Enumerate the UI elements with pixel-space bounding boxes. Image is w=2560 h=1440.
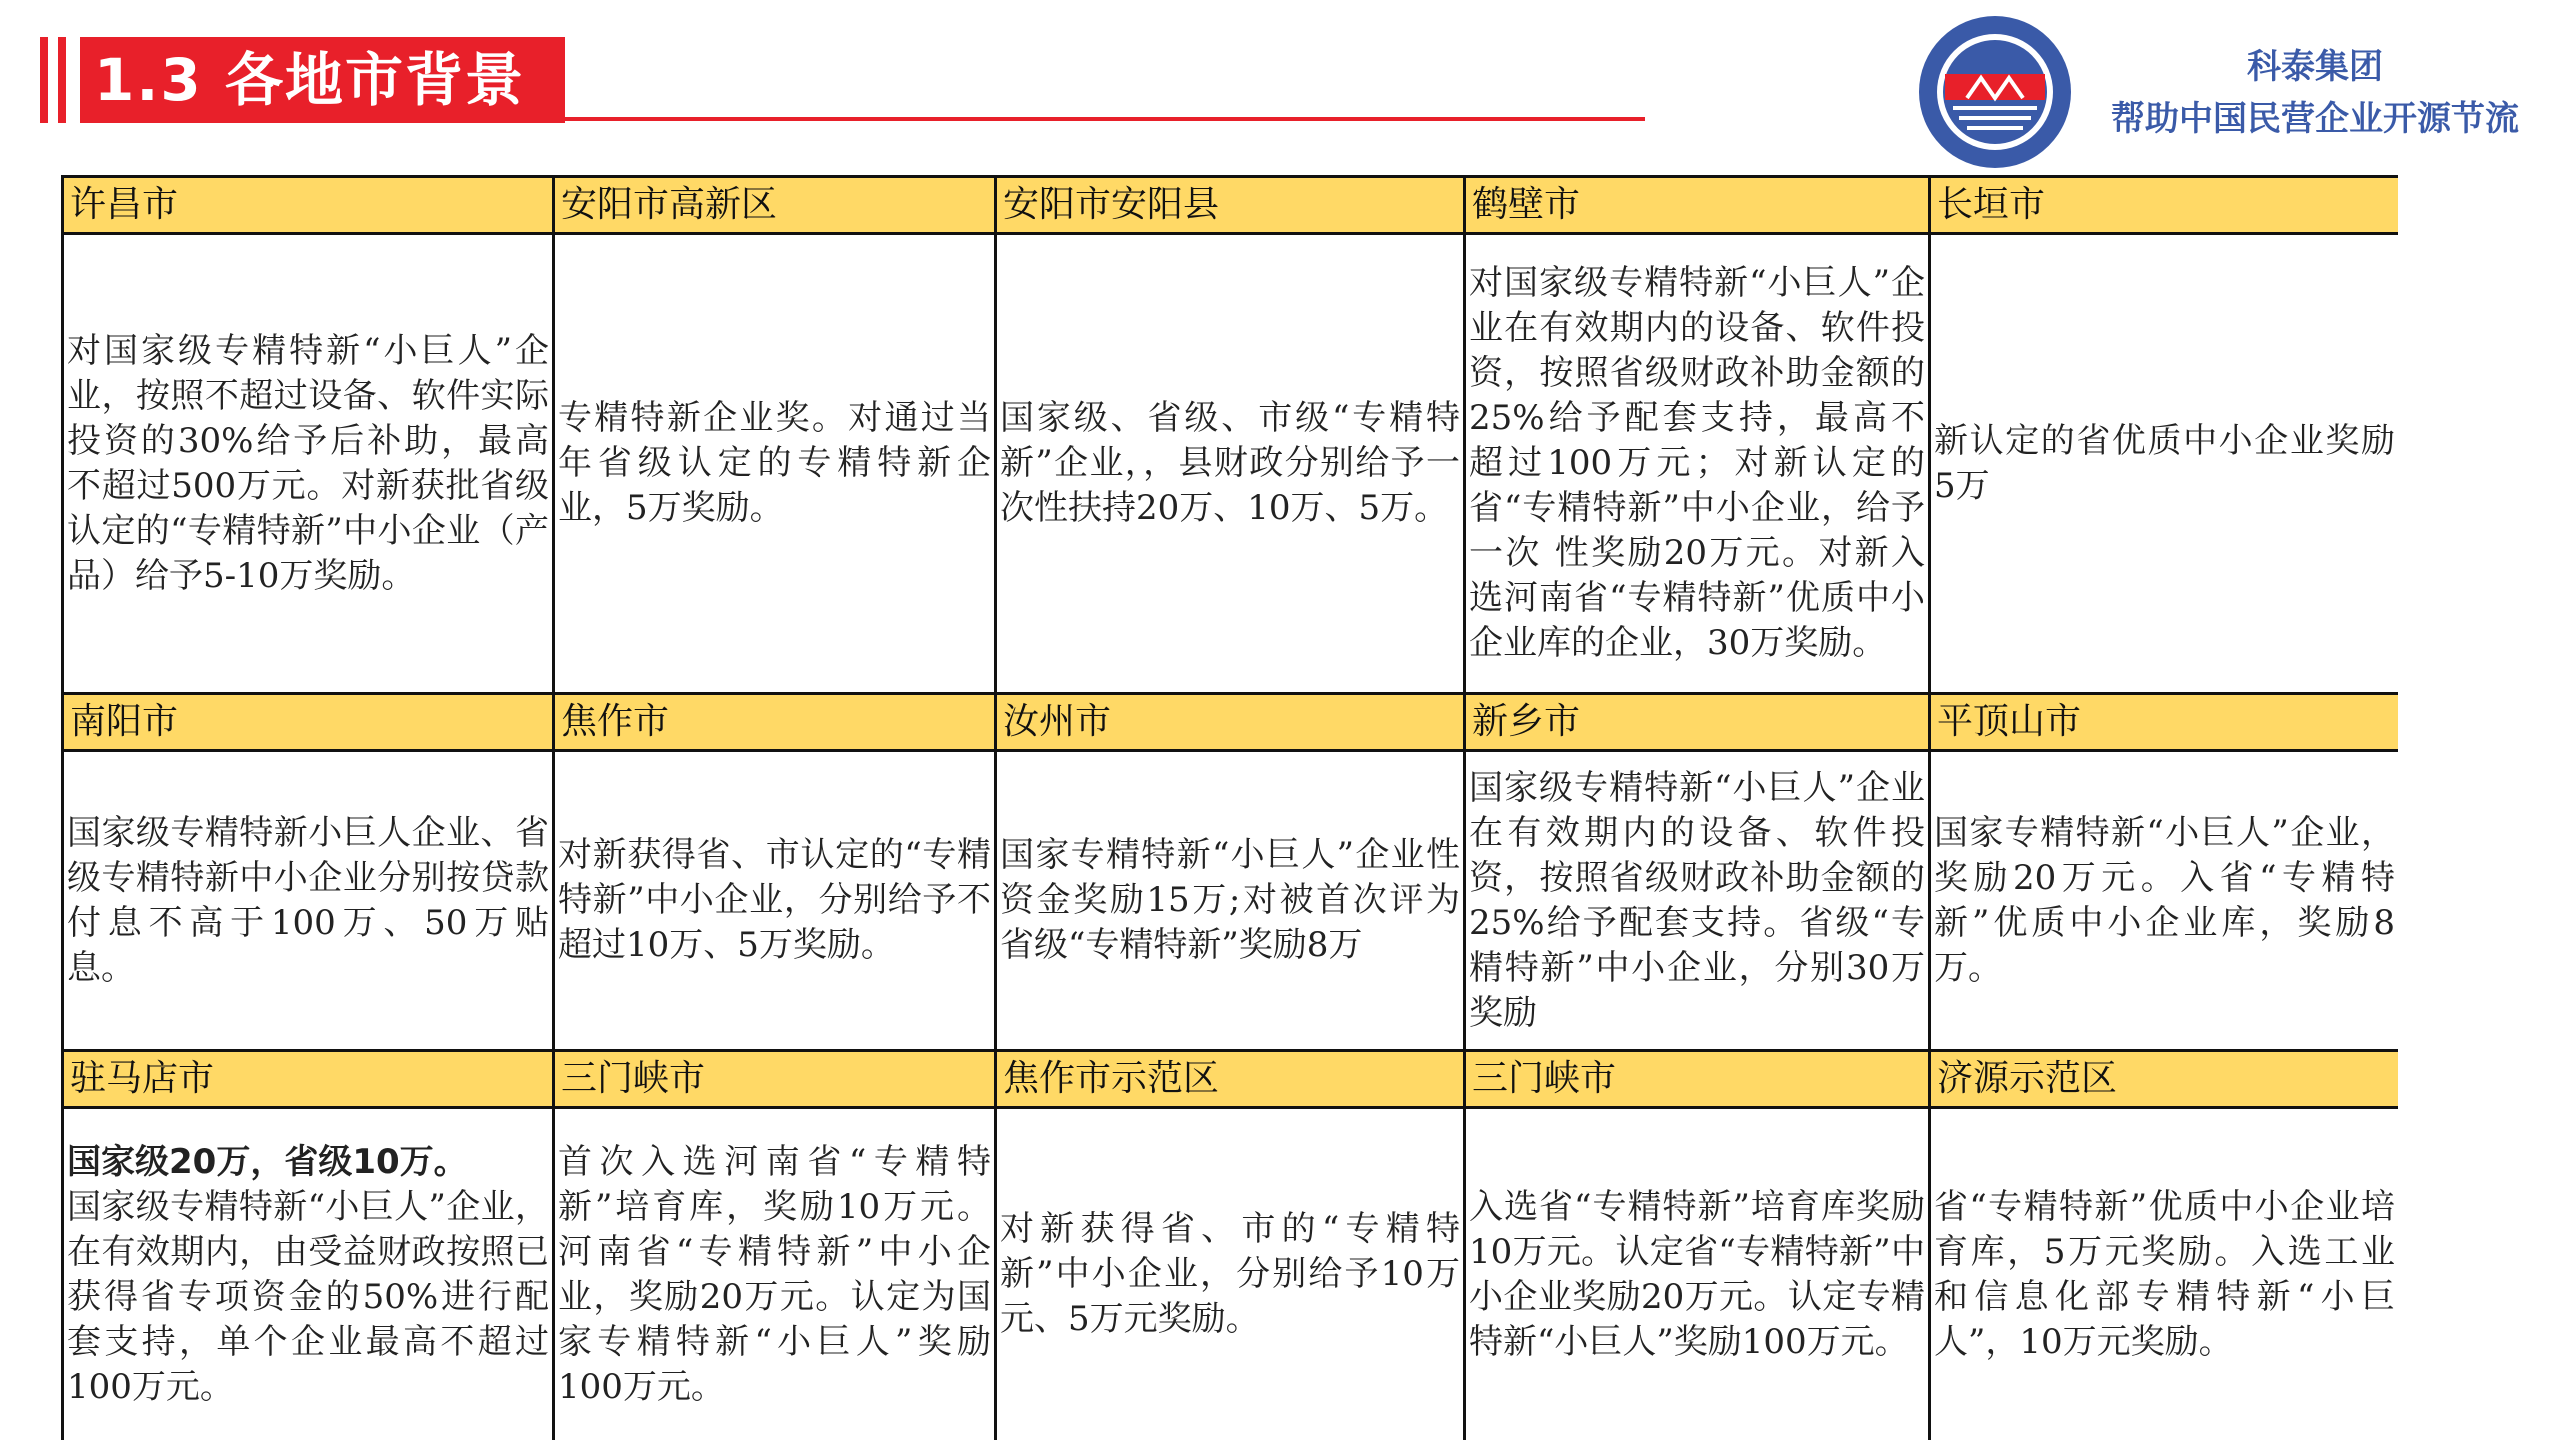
table-cell — [1931, 752, 2398, 1052]
table-cell — [64, 1109, 555, 1440]
table-header-cell: 焦作市 — [555, 695, 997, 752]
table-cell — [997, 1109, 1466, 1440]
accent-bar-right — [58, 37, 66, 123]
cell-text — [67, 1140, 549, 1410]
cell-text: 对新获得省、市认定的“专精特新”中小企业，分别给予不超过10万、5万奖励。 — [558, 835, 991, 965]
cell-text: 新认定的省优质中小企业奖励5万 — [1934, 420, 2395, 506]
table-header-cell: 南阳市 — [64, 695, 555, 752]
cell-text: 首次入选河南省“专精特新”培育库，奖励10万元。河南省“专精特新”中小企业，奖励20万元。认定为国家专精特新“小巨人”奖励100万元。 — [558, 1141, 991, 1407]
table-header-cell: 济源示范区 — [1931, 1052, 2398, 1109]
page-title: 1.3 各地市背景 — [80, 37, 565, 123]
table-header-cell: 许昌市 — [64, 178, 555, 235]
table-cell — [555, 235, 997, 695]
table-cell — [997, 235, 1466, 695]
cell-text: 国家专精特新“小巨人”企业，奖励20万元。入省“专精特新”优质中小企业库，奖励8万。 — [1934, 812, 2395, 988]
table-header-cell: 驻马店市 — [64, 1052, 555, 1109]
brand-block — [2080, 45, 2550, 149]
table-header-cell: 长垣市 — [1931, 178, 2398, 235]
cell-text: 对新获得省、市的“专精特新”中小企业，分别给予10万元、5万元奖励。 — [1000, 1209, 1460, 1339]
cell-text: 国家级专精特新“小巨人”企业在有效期内的设备、软件投资，按照省级财政补助金额的25%给予配套支持。省级“专精特新”中小企业，分别30万奖励 — [1469, 767, 1925, 1033]
company-name: 科泰集团 — [2247, 47, 2383, 87]
table-cell — [64, 752, 555, 1052]
cell-text: 国家专精特新“小巨人”企业性资金奖励15万;对被首次评为省级“专精特新”奖励8万 — [1000, 835, 1460, 965]
cell-text-bold: 国家级20万，省级10万。 — [67, 1141, 468, 1182]
table-header-cell: 三门峡市 — [1466, 1052, 1931, 1109]
table-header-cell: 焦作市示范区 — [997, 1052, 1466, 1109]
table-header-cell: 汝州市 — [997, 695, 1466, 752]
table-cell — [997, 752, 1466, 1052]
accent-bar-left — [40, 37, 48, 123]
cell-text-body: 国家级专精特新“小巨人”企业，在有效期内，由受益财政按照已获得省专项资金的50%进行配套支持，单个企业最高不超过100万元。 — [67, 1186, 549, 1407]
table-cell — [1466, 752, 1931, 1052]
cell-text: 专精特新企业奖。对通过当年省级认定的专精特新企业，5万奖励。 — [558, 398, 991, 528]
table-cell — [64, 235, 555, 695]
table-header-cell: 三门峡市 — [555, 1052, 997, 1109]
table-header-cell: 平顶山市 — [1931, 695, 2398, 752]
company-slogan: 帮助中国民营企业开源节流 — [2111, 99, 2519, 139]
table-cell — [1931, 235, 2398, 695]
cell-text: 对国家级专精特新“小巨人”企业在有效期内的设备、软件投资，按照省级财政补助金额的25%给予配套支持，最高不 超过100万元；对新认定的省“专精特新”中小企业，给予一次 性奖励20万元。对新入选河南省“专精特新”优质中小企业库的企业，30万奖励。 — [1469, 263, 1925, 663]
table-header-cell: 安阳市安阳县 — [997, 178, 1466, 235]
cell-text: 省“专精特新”优质中小企业培育库，5万元奖励。入选工业和信息化部专精特新“小巨人”，10万元奖励。 — [1934, 1186, 2395, 1362]
table-header-cell: 鹤壁市 — [1466, 178, 1931, 235]
policy-table — [61, 175, 2398, 1440]
table-cell — [555, 752, 997, 1052]
table-cell — [1466, 235, 1931, 695]
table-header-cell: 新乡市 — [1466, 695, 1931, 752]
table-cell — [1466, 1109, 1931, 1440]
title-underline — [565, 117, 1645, 121]
cell-text: 国家级专精特新小巨人企业、省级专精特新中小企业分别按贷款付息不高于100万、50万贴息。 — [67, 812, 549, 988]
table-cell — [555, 1109, 997, 1440]
cell-text: 对国家级专精特新“小巨人”企业，按照不超过设备、软件实际投资的30%给予后补助，最高不超过500万元。对新获批省级认定的“专精特新”中小企业（产品）给予5-10万奖励。 — [67, 330, 549, 596]
cell-text: 国家级、省级、市级“专精特新”企业，，县财政分别给予一次性扶持20万、10万、5万。 — [1000, 398, 1460, 528]
company-logo-icon — [1915, 12, 2075, 172]
table-cell — [1931, 1109, 2398, 1440]
cell-text: 入选省“专精特新”培育库奖励10万元。认定省“专精特新”中小企业奖励20万元。认定专精特新“小巨人”奖励100万元。 — [1469, 1186, 1925, 1362]
table-header-cell: 安阳市高新区 — [555, 178, 997, 235]
